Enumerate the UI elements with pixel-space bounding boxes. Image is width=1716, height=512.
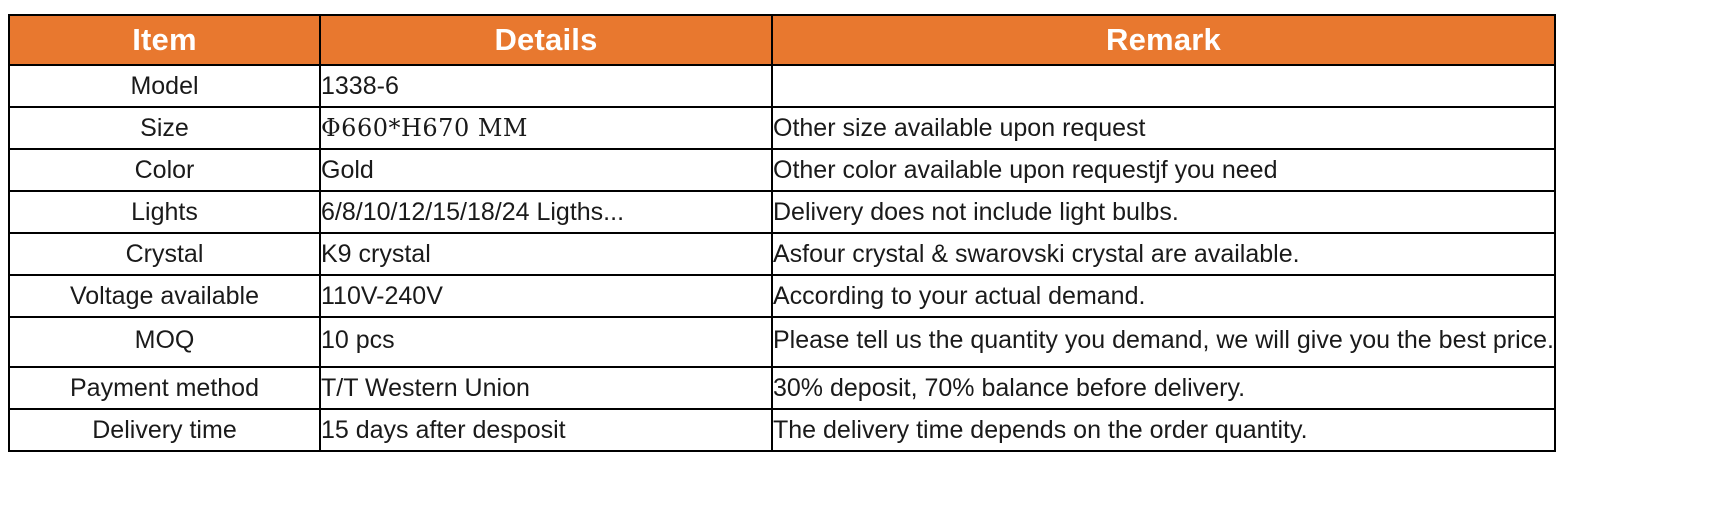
cell-remark: According to your actual demand. xyxy=(772,275,1555,317)
cell-item: Payment method xyxy=(9,367,320,409)
cell-item: Lights xyxy=(9,191,320,233)
table-row xyxy=(9,233,1555,275)
table-row xyxy=(9,65,1555,107)
cell-remark: Other size available upon request xyxy=(772,107,1555,149)
cell-remark: Asfour crystal & swarovski crystal are available. xyxy=(772,233,1555,275)
cell-details: 10 pcs xyxy=(320,317,772,367)
cell-item: Model xyxy=(9,65,320,107)
table-row xyxy=(9,107,1555,149)
cell-item: Size xyxy=(9,107,320,149)
table-row xyxy=(9,275,1555,317)
cell-details: 6/8/10/12/15/18/24 Ligths... xyxy=(320,191,772,233)
cell-details: Φ660*H670 MM xyxy=(320,107,772,149)
cell-item: Delivery time xyxy=(9,409,320,451)
cell-details: 15 days after desposit xyxy=(320,409,772,451)
table-row xyxy=(9,191,1555,233)
column-header-item: Item xyxy=(9,15,320,65)
table-row xyxy=(9,317,1555,367)
cell-details: Gold xyxy=(320,149,772,191)
table-row xyxy=(9,409,1555,451)
cell-remark: Other color available upon requestjf you need xyxy=(772,149,1555,191)
table-row xyxy=(9,367,1555,409)
cell-item: Color xyxy=(9,149,320,191)
cell-remark: The delivery time depends on the order quantity. xyxy=(772,409,1555,451)
cell-details: 110V-240V xyxy=(320,275,772,317)
cell-item: Crystal xyxy=(9,233,320,275)
table-header xyxy=(9,15,1555,65)
cell-item: MOQ xyxy=(9,317,320,367)
column-header-details: Details xyxy=(320,15,772,65)
cell-details: 1338-6 xyxy=(320,65,772,107)
column-header-remark: Remark xyxy=(772,15,1555,65)
table-row xyxy=(9,149,1555,191)
table-header-row xyxy=(9,15,1555,65)
cell-details: T/T Western Union xyxy=(320,367,772,409)
cell-remark: Please tell us the quantity you demand, we will give you the best price. xyxy=(772,317,1555,367)
product-spec-table xyxy=(8,14,1556,452)
cell-remark: Delivery does not include light bulbs. xyxy=(772,191,1555,233)
cell-details: K9 crystal xyxy=(320,233,772,275)
cell-item: Voltage available xyxy=(9,275,320,317)
cell-remark xyxy=(772,65,1555,107)
table-body xyxy=(9,65,1555,451)
cell-remark: 30% deposit, 70% balance before delivery. xyxy=(772,367,1555,409)
spec-sheet xyxy=(8,14,1554,452)
